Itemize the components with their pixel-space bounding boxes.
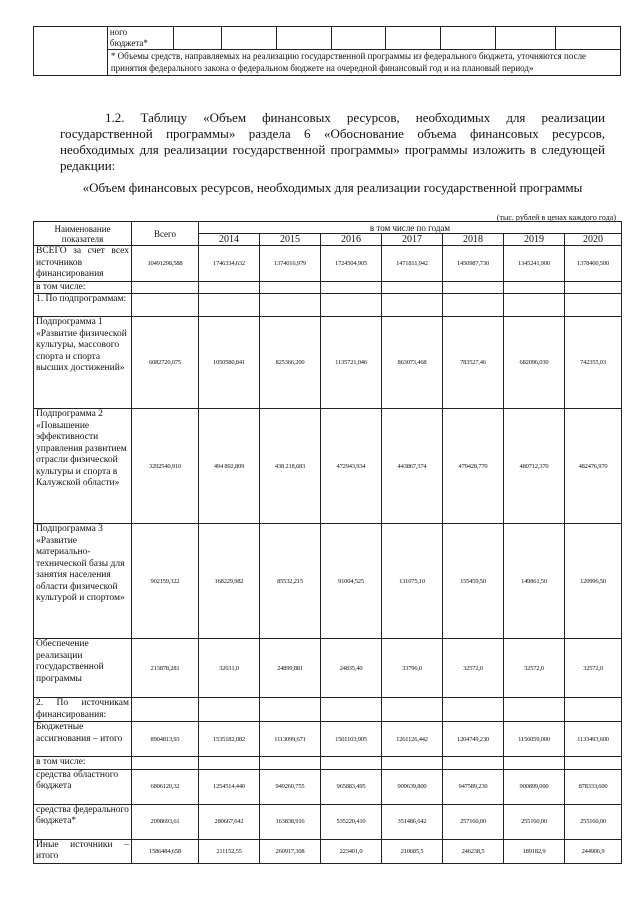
row-total: 3292540,910 bbox=[132, 409, 199, 524]
row-year-value: 682096,030 bbox=[504, 317, 565, 409]
row-year-value: 1133493,600 bbox=[565, 722, 622, 757]
row-year-value: 742355,03 bbox=[565, 317, 622, 409]
table-row bbox=[34, 698, 622, 722]
row-total: 213878,281 bbox=[132, 639, 199, 698]
previous-table-fragment bbox=[33, 26, 621, 76]
row-year-value: 1345241,900 bbox=[504, 246, 565, 282]
fragment-empty-cell bbox=[34, 27, 108, 76]
row-year-value bbox=[565, 294, 622, 317]
row-year-value: 1261126,442 bbox=[382, 722, 443, 757]
row-year-value: 443867,374 bbox=[382, 409, 443, 524]
row-year-value: 482476,970 bbox=[565, 409, 622, 524]
row-year-value: 24835,40 bbox=[321, 639, 382, 698]
row-total: 6082720,075 bbox=[132, 317, 199, 409]
header-year: 2017 bbox=[382, 234, 443, 246]
row-label: средства областного бюджета bbox=[34, 769, 132, 804]
row-year-value: 947589,230 bbox=[443, 769, 504, 804]
header-year: 2014 bbox=[199, 234, 260, 246]
row-year-value: 1374016,979 bbox=[260, 246, 321, 282]
header-name: Наименование показателя bbox=[34, 222, 132, 246]
row-year-value: 494 892,809 bbox=[199, 409, 260, 524]
row-year-value bbox=[260, 757, 321, 770]
row-year-value bbox=[443, 294, 504, 317]
table-row bbox=[34, 839, 622, 863]
row-year-value bbox=[382, 294, 443, 317]
row-year-value: 900899,000 bbox=[504, 769, 565, 804]
row-year-value: 257160,00 bbox=[443, 804, 504, 839]
fragment-row bbox=[34, 27, 621, 50]
row-year-value: 91004,525 bbox=[321, 524, 382, 639]
row-label: Подпрограмма 1 «Развитие физической культуры, массового спорта и спорта высших достижений» bbox=[34, 317, 132, 409]
row-label: Обеспечение реализации государственной программы bbox=[34, 639, 132, 698]
fragment-cell bbox=[276, 27, 331, 50]
table-row bbox=[34, 639, 622, 698]
row-year-value: 909639,800 bbox=[382, 769, 443, 804]
row-year-value bbox=[504, 294, 565, 317]
row-year-value bbox=[260, 698, 321, 722]
header-total: Всего bbox=[132, 222, 199, 246]
row-year-value: 244906,9 bbox=[565, 839, 622, 863]
row-year-value: 223401,0 bbox=[321, 839, 382, 863]
table-row bbox=[34, 757, 622, 770]
table-row bbox=[34, 281, 622, 294]
row-label: средства федерального бюджета* bbox=[34, 804, 132, 839]
row-year-value: 479428,770 bbox=[443, 409, 504, 524]
row-year-value bbox=[321, 294, 382, 317]
row-year-value bbox=[382, 698, 443, 722]
row-total bbox=[132, 757, 199, 770]
header-year: 2018 bbox=[443, 234, 504, 246]
row-year-value: 120996,50 bbox=[565, 524, 622, 639]
fragment-cell bbox=[556, 27, 621, 50]
row-year-value bbox=[504, 698, 565, 722]
table-row bbox=[34, 246, 622, 282]
table-title: «Объем финансовых ресурсов, необходимых для реализации государственной программы bbox=[82, 180, 583, 195]
row-year-value bbox=[504, 757, 565, 770]
row-label: ВСЕГО за счет всех источников финансирования bbox=[34, 246, 132, 282]
row-year-value: 1450987,730 bbox=[443, 246, 504, 282]
row-year-value: 1724504,905 bbox=[321, 246, 382, 282]
fragment-cell bbox=[386, 27, 441, 50]
row-year-value: 438 218,683 bbox=[260, 409, 321, 524]
row-total: 1586484,658 bbox=[132, 839, 199, 863]
table-row bbox=[34, 769, 622, 804]
units-note: (тыс. рублей в ценах каждого года) bbox=[496, 213, 616, 222]
row-year-value: 24899,881 bbox=[260, 639, 321, 698]
header-by-years: в том числе по годам bbox=[199, 222, 622, 234]
row-total: 8904813,93 bbox=[132, 722, 199, 757]
row-year-value bbox=[199, 757, 260, 770]
header-year: 2015 bbox=[260, 234, 321, 246]
row-total bbox=[132, 281, 199, 294]
row-year-value: 480712,370 bbox=[504, 409, 565, 524]
row-year-value: 1156059,000 bbox=[504, 722, 565, 757]
financial-resources-table bbox=[33, 221, 622, 864]
fragment-label-line1: ного bbox=[109, 27, 128, 37]
row-label: Подпрограмма 3 «Развитие материально-технической базы для занятия населения области физической культурой и спортом» bbox=[34, 524, 132, 639]
row-total bbox=[132, 698, 199, 722]
row-label: Бюджетные ассигнования – итого bbox=[34, 722, 132, 757]
row-year-value: 1204749,230 bbox=[443, 722, 504, 757]
row-year-value: 280667,642 bbox=[199, 804, 260, 839]
row-year-value: 1113099,671 bbox=[260, 722, 321, 757]
row-year-value bbox=[199, 294, 260, 317]
row-year-value: 211152,55 bbox=[199, 839, 260, 863]
row-year-value bbox=[443, 757, 504, 770]
row-year-value: 1471811,942 bbox=[382, 246, 443, 282]
row-year-value: 535220,410 bbox=[321, 804, 382, 839]
row-year-value bbox=[443, 698, 504, 722]
row-total: 2098693,61 bbox=[132, 804, 199, 839]
row-year-value: 949260,755 bbox=[260, 769, 321, 804]
table-row bbox=[34, 317, 622, 409]
row-label: в том числе: bbox=[34, 757, 132, 770]
row-year-value bbox=[382, 757, 443, 770]
row-year-value: 825366,200 bbox=[260, 317, 321, 409]
row-year-value: 1378400,500 bbox=[565, 246, 622, 282]
fragment-cell bbox=[441, 27, 496, 50]
row-year-value bbox=[443, 281, 504, 294]
row-year-value bbox=[565, 757, 622, 770]
row-year-value: 965883,495 bbox=[321, 769, 382, 804]
row-year-value: 1135721,046 bbox=[321, 317, 382, 409]
header-row bbox=[34, 222, 622, 234]
table-row bbox=[34, 804, 622, 839]
row-year-value bbox=[321, 757, 382, 770]
row-year-value: 878333,600 bbox=[565, 769, 622, 804]
row-year-value: 863073,468 bbox=[382, 317, 443, 409]
row-year-value: 472943,934 bbox=[321, 409, 382, 524]
row-total: 902159,322 bbox=[132, 524, 199, 639]
row-year-value: 131075,10 bbox=[382, 524, 443, 639]
header-year: 2020 bbox=[565, 234, 622, 246]
fragment-label-cell bbox=[107, 27, 173, 50]
row-year-value: 32572,0 bbox=[565, 639, 622, 698]
footnote-row bbox=[34, 50, 621, 76]
row-year-value bbox=[504, 281, 565, 294]
amendment-paragraph: 1.2. Таблицу «Объем финансовых ресурсов, необходимых для реализации государственной программы» раздела 6 «Обоснование объема финансовых ресурсов, необходимых для реализации государственной программы» программы изложить в следующей редакции: bbox=[60, 110, 605, 173]
row-year-value bbox=[565, 281, 622, 294]
row-year-value: 1535182,082 bbox=[199, 722, 260, 757]
row-year-value: 32572,0 bbox=[443, 639, 504, 698]
table-row bbox=[34, 409, 622, 524]
row-label: Иные источники – итого bbox=[34, 839, 132, 863]
row-year-value: 85532,215 bbox=[260, 524, 321, 639]
row-label: 1. По подпрограммам: bbox=[34, 294, 132, 317]
row-year-value: 255160,00 bbox=[565, 804, 622, 839]
row-year-value: 210685,5 bbox=[382, 839, 443, 863]
fragment-cell bbox=[173, 27, 221, 50]
row-year-value: 163838,916 bbox=[260, 804, 321, 839]
row-year-value: 33796,0 bbox=[382, 639, 443, 698]
row-year-value: 255160,00 bbox=[504, 804, 565, 839]
row-year-value bbox=[565, 698, 622, 722]
row-year-value: 1746334,632 bbox=[199, 246, 260, 282]
header-year: 2016 bbox=[321, 234, 382, 246]
row-year-value bbox=[382, 281, 443, 294]
row-year-value: 1050580,841 bbox=[199, 317, 260, 409]
row-year-value: 1501103,905 bbox=[321, 722, 382, 757]
row-total: 10491298,588 bbox=[132, 246, 199, 282]
row-year-value: 189182,9 bbox=[504, 839, 565, 863]
row-year-value: 783527,46 bbox=[443, 317, 504, 409]
row-label: в том числе: bbox=[34, 281, 132, 294]
row-year-value: 149861,50 bbox=[504, 524, 565, 639]
fragment-label-line2: бюджета* bbox=[109, 38, 148, 48]
row-year-value: 351486,642 bbox=[382, 804, 443, 839]
row-year-value bbox=[321, 698, 382, 722]
header-year: 2019 bbox=[504, 234, 565, 246]
row-year-value: 155459,50 bbox=[443, 524, 504, 639]
fragment-cell bbox=[496, 27, 556, 50]
footnote-text: * Объемы средств, направляемых на реализацию государственной программы из федерального бюджета, уточняются после принятия федерального закона о федеральном бюджете на очередной финансовый год и на плановый период» bbox=[107, 50, 620, 76]
row-year-value bbox=[199, 281, 260, 294]
fragment-cell bbox=[221, 27, 276, 50]
row-year-value bbox=[199, 698, 260, 722]
row-year-value bbox=[260, 281, 321, 294]
row-total: 6806120,32 bbox=[132, 769, 199, 804]
row-year-value: 246238,5 bbox=[443, 839, 504, 863]
row-total bbox=[132, 294, 199, 317]
row-year-value bbox=[321, 281, 382, 294]
table-row bbox=[34, 722, 622, 757]
row-label: 2. По источникам финансирования: bbox=[34, 698, 132, 722]
row-label: Подпрограмма 2 «Повышение эффективности управления развитием отрасли физической культуры и спорта в Калужской области» bbox=[34, 409, 132, 524]
table-row bbox=[34, 524, 622, 639]
fragment-cell bbox=[331, 27, 386, 50]
row-year-value: 168229,982 bbox=[199, 524, 260, 639]
row-year-value: 32572,0 bbox=[504, 639, 565, 698]
row-year-value: 1254514,440 bbox=[199, 769, 260, 804]
row-year-value bbox=[260, 294, 321, 317]
row-year-value: 260917,308 bbox=[260, 839, 321, 863]
table-row bbox=[34, 294, 622, 317]
row-year-value: 32631,0 bbox=[199, 639, 260, 698]
